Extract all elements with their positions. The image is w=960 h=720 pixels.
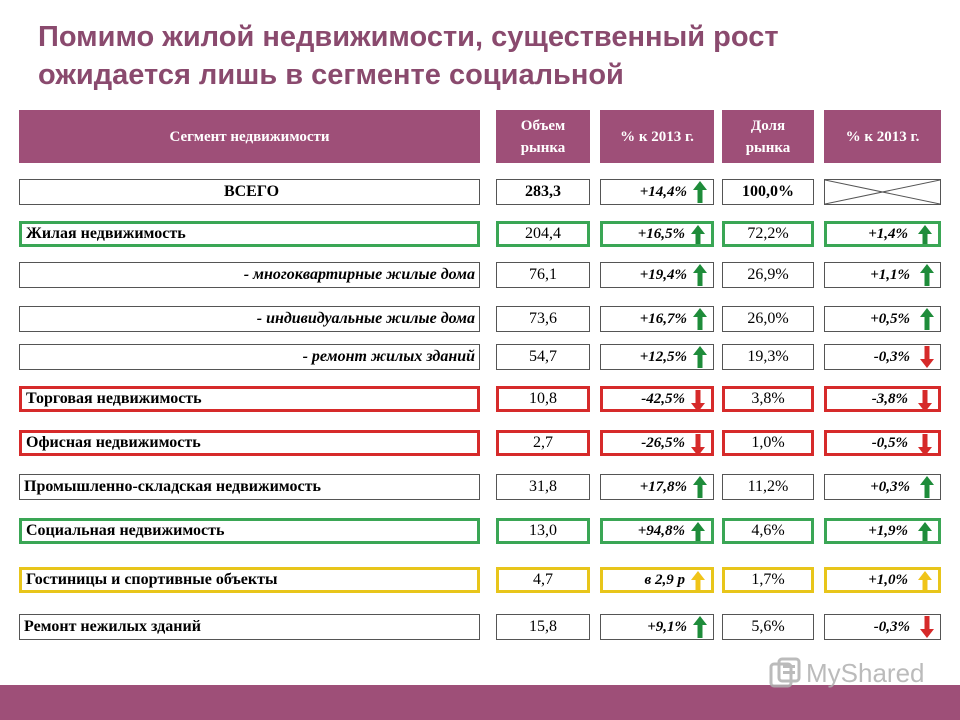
segment-label: Гостиницы и спортивные объекты — [26, 571, 278, 588]
slide-title: Помимо жилой недвижимости, существенный рост ожидается лишь в сегменте социальной — [38, 21, 779, 91]
arrow-up-icon — [920, 308, 934, 330]
volume-cell — [496, 262, 590, 288]
arrow-up-icon — [691, 225, 705, 247]
arrow-up-icon — [920, 476, 934, 498]
pct-2013-cell — [600, 386, 714, 412]
share-pct-2013-value: +0,3% — [870, 478, 910, 495]
share-value: 11,2% — [747, 478, 789, 495]
segment-cell — [19, 430, 480, 456]
segment-cell — [19, 179, 480, 205]
share-value: 5,6% — [751, 618, 785, 635]
share-pct-2013-value: +1,0% — [868, 571, 908, 588]
share-pct-2013-value: +1,1% — [870, 266, 910, 283]
arrow-up-icon — [693, 181, 707, 203]
pct-2013-value: -42,5% — [641, 390, 685, 407]
share-pct-2013-cell — [824, 386, 941, 412]
pct-2013-cell — [600, 306, 714, 332]
volume-value: 73,6 — [529, 310, 557, 327]
share-pct-2013-cell — [824, 344, 941, 370]
footer-bar — [0, 685, 960, 720]
segment-label: Социальная недвижимость — [26, 522, 225, 539]
share-pct-2013-value: -0,5% — [871, 434, 908, 451]
share-value: 3,8% — [751, 390, 785, 407]
volume-value: 31,8 — [529, 478, 557, 495]
arrow-up-icon — [918, 571, 932, 593]
crossed-out-cell-icon — [825, 180, 940, 204]
share-pct-2013-cell — [824, 474, 941, 500]
share-value: 1,7% — [751, 571, 785, 588]
volume-value: 13,0 — [529, 522, 557, 539]
volume-cell — [496, 567, 590, 593]
share-cell — [722, 221, 814, 247]
share-cell — [722, 474, 814, 500]
share-value: 26,0% — [747, 310, 789, 327]
arrow-up-icon — [693, 476, 707, 498]
volume-value: 54,7 — [529, 348, 557, 365]
share-pct-2013-cell — [824, 221, 941, 247]
segment-label: Ремонт нежилых зданий — [24, 618, 201, 635]
arrow-up-icon — [918, 522, 932, 544]
pct-2013-cell — [600, 262, 714, 288]
pct-2013-cell — [600, 518, 714, 544]
header-pct-2013-a — [600, 110, 714, 163]
share-pct-2013-value: -0,3% — [873, 348, 910, 365]
arrow-up-icon — [691, 522, 705, 544]
arrow-up-icon — [693, 616, 707, 638]
segment-cell — [19, 386, 480, 412]
pct-2013-value: +12,5% — [639, 348, 687, 365]
watermark-text: MyShared — [806, 657, 925, 688]
volume-cell — [496, 344, 590, 370]
volume-value: 15,8 — [529, 618, 557, 635]
share-pct-2013-value: +1,4% — [868, 225, 908, 242]
pct-2013-value: -26,5% — [641, 434, 685, 451]
share-pct-2013-cell — [824, 179, 941, 205]
header-segment-label: Сегмент недвижимости — [169, 128, 330, 145]
segment-label: ВСЕГО — [223, 183, 280, 200]
volume-value: 10,8 — [529, 390, 557, 407]
volume-value: 4,7 — [533, 571, 553, 588]
arrow-down-icon — [920, 346, 934, 368]
share-value: 4,6% — [751, 522, 785, 539]
segment-label: - ремонт жилых зданий — [302, 348, 475, 365]
share-pct-2013-cell — [824, 430, 941, 456]
share-pct-2013-value: +0,5% — [870, 310, 910, 327]
pct-2013-cell — [600, 344, 714, 370]
watermark-logo-icon — [768, 656, 802, 690]
volume-cell — [496, 221, 590, 247]
volume-value: 2,7 — [533, 434, 553, 451]
arrow-up-icon — [691, 571, 705, 593]
share-cell — [722, 430, 814, 456]
pct-2013-value: +94,8% — [637, 522, 685, 539]
segment-label: - индивидуальные жилые дома — [256, 310, 475, 327]
share-cell — [722, 179, 814, 205]
share-cell — [722, 262, 814, 288]
pct-2013-cell — [600, 614, 714, 640]
volume-cell — [496, 306, 590, 332]
arrow-down-icon — [691, 434, 705, 456]
arrow-down-icon — [918, 434, 932, 456]
share-cell — [722, 386, 814, 412]
share-cell — [722, 567, 814, 593]
pct-2013-value: +16,7% — [639, 310, 687, 327]
pct-2013-cell — [600, 430, 714, 456]
share-cell — [722, 344, 814, 370]
watermark — [768, 656, 925, 690]
pct-2013-value: +14,4% — [639, 183, 687, 200]
header-share-label: Доля рынка — [745, 117, 791, 156]
arrow-up-icon — [693, 346, 707, 368]
share-pct-2013-cell — [824, 262, 941, 288]
pct-2013-value: +17,8% — [639, 478, 687, 495]
volume-cell — [496, 430, 590, 456]
share-value: 26,9% — [747, 266, 789, 283]
segment-cell — [19, 344, 480, 370]
share-pct-2013-value: -3,8% — [871, 390, 908, 407]
volume-cell — [496, 179, 590, 205]
share-pct-2013-value: +1,9% — [868, 522, 908, 539]
segment-cell — [19, 567, 480, 593]
share-value: 19,3% — [747, 348, 789, 365]
header-pct-2013-b — [824, 110, 941, 163]
segment-cell — [19, 262, 480, 288]
pct-2013-value: +9,1% — [647, 618, 687, 635]
volume-cell — [496, 386, 590, 412]
pct-2013-cell — [600, 474, 714, 500]
arrow-up-icon — [920, 264, 934, 286]
share-pct-2013-cell — [824, 614, 941, 640]
pct-2013-cell — [600, 221, 714, 247]
share-value: 100,0% — [742, 183, 794, 200]
header-pct-a-label: % к 2013 г. — [620, 128, 694, 145]
share-value: 72,2% — [747, 225, 789, 242]
share-pct-2013-value: -0,3% — [873, 618, 910, 635]
pct-2013-cell — [600, 567, 714, 593]
segment-cell — [19, 614, 480, 640]
volume-value: 204,4 — [525, 225, 561, 242]
pct-2013-value: +19,4% — [639, 266, 687, 283]
arrow-up-icon — [693, 308, 707, 330]
share-pct-2013-cell — [824, 567, 941, 593]
header-volume-label: Объем рынка — [520, 117, 566, 156]
arrow-down-icon — [920, 616, 934, 638]
header-pct-b-label: % к 2013 г. — [845, 128, 920, 145]
header-segment — [19, 110, 480, 163]
header-volume — [496, 110, 590, 163]
pct-2013-cell — [600, 179, 714, 205]
segment-cell — [19, 474, 480, 500]
share-pct-2013-cell — [824, 306, 941, 332]
segment-cell — [19, 221, 480, 247]
segment-cell — [19, 306, 480, 332]
segment-label: - многоквартирные жилые дома — [243, 266, 475, 283]
segment-label: Промышленно-складская недвижимость — [24, 478, 321, 495]
segment-label: Жилая недвижимость — [26, 225, 186, 242]
pct-2013-value: +16,5% — [637, 225, 685, 242]
share-cell — [722, 306, 814, 332]
segment-label: Торговая недвижимость — [26, 390, 202, 407]
header-share — [722, 110, 814, 163]
pct-2013-value: в 2,9 р — [644, 571, 685, 588]
share-value: 1,0% — [751, 434, 785, 451]
arrow-up-icon — [918, 225, 932, 247]
volume-cell — [496, 474, 590, 500]
segment-label: Офисная недвижимость — [26, 434, 201, 451]
volume-value: 76,1 — [529, 266, 557, 283]
segment-cell — [19, 518, 480, 544]
volume-cell — [496, 518, 590, 544]
arrow-down-icon — [691, 390, 705, 412]
volume-value: 283,3 — [525, 183, 561, 200]
arrow-up-icon — [693, 264, 707, 286]
arrow-down-icon — [918, 390, 932, 412]
share-pct-2013-cell — [824, 518, 941, 544]
share-cell — [722, 614, 814, 640]
volume-cell — [496, 614, 590, 640]
share-cell — [722, 518, 814, 544]
